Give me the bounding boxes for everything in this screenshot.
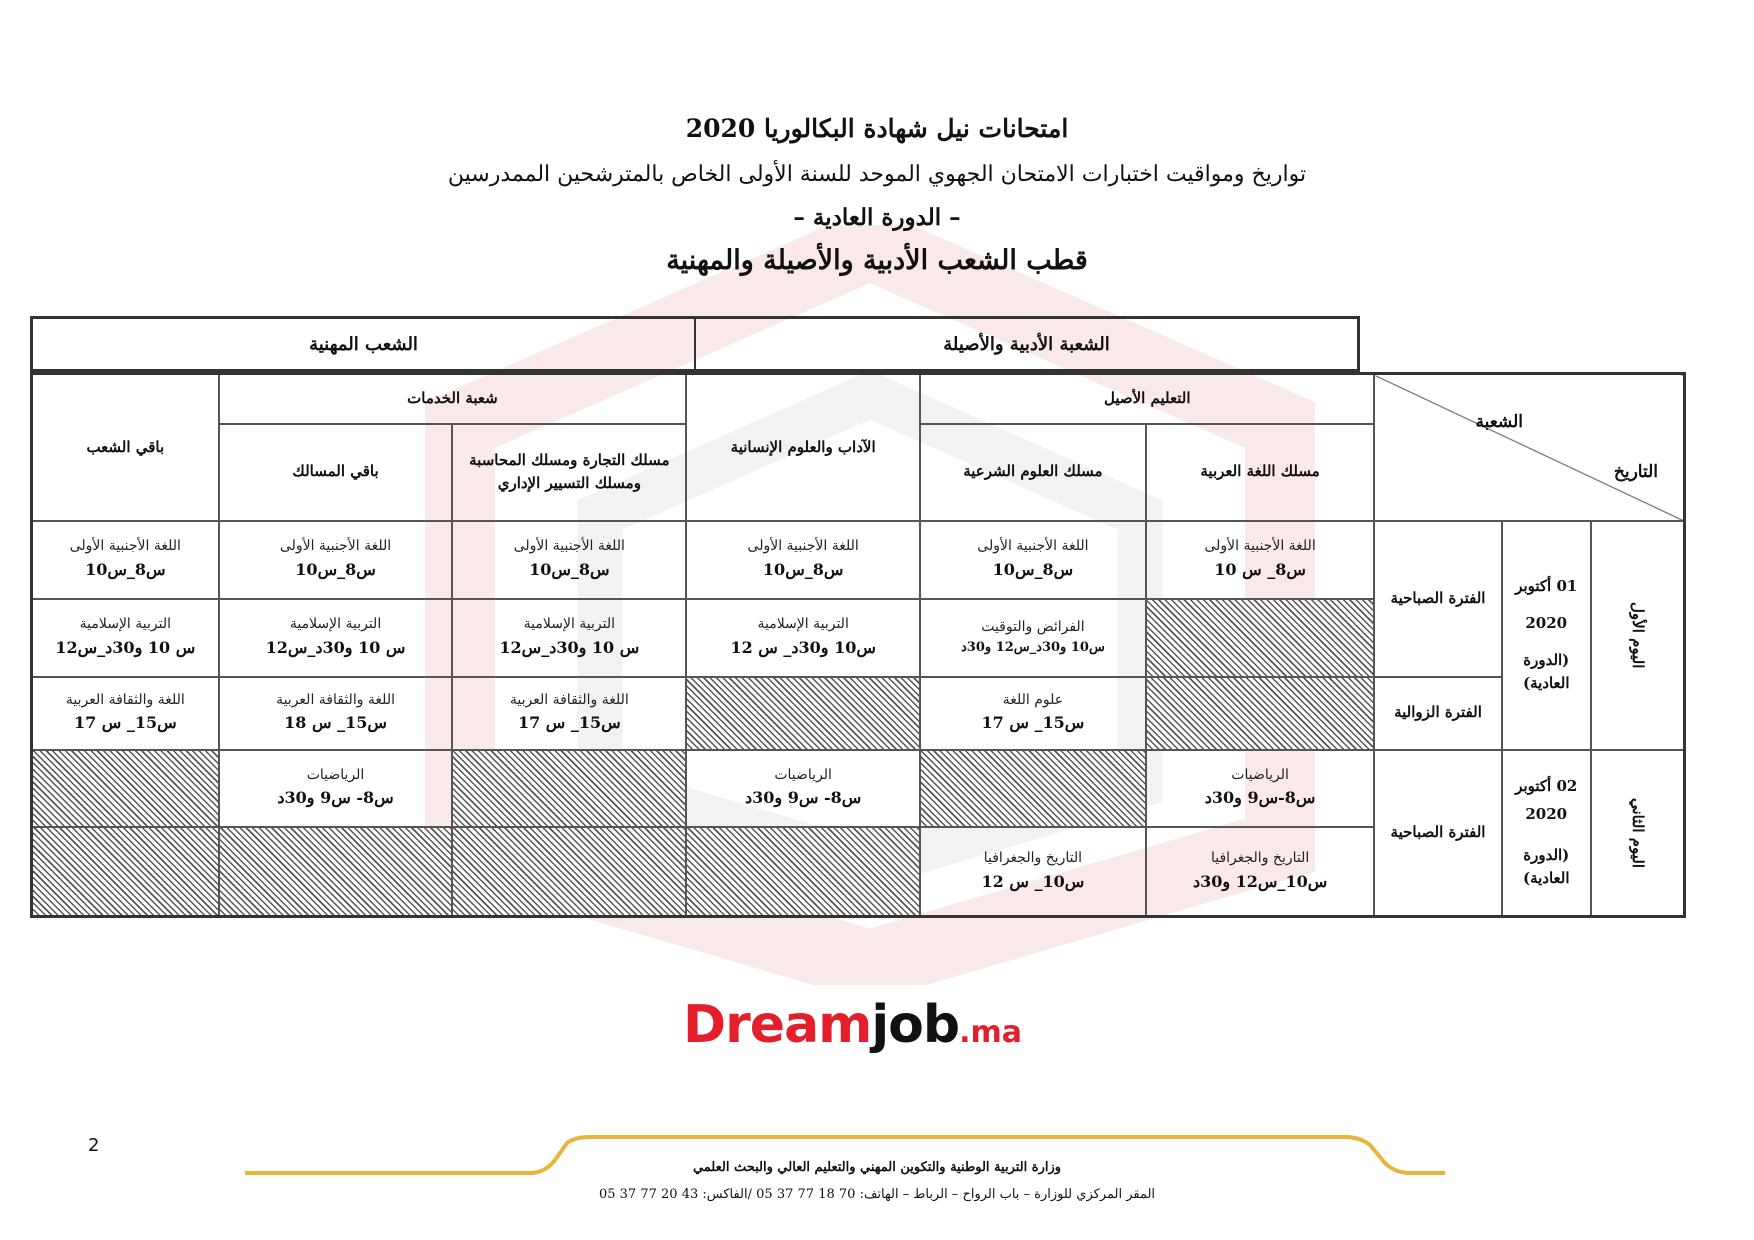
day2-label-cell: [1591, 750, 1685, 917]
page-number: 2: [88, 1135, 100, 1156]
day1-date: 01 أكتوبر: [1515, 576, 1578, 595]
arabic-track-header: مسلك اللغة العربية: [1146, 424, 1375, 521]
schedule-cell: اللغة والثقافة العربية س15_ س 17: [452, 677, 686, 750]
other-branches-header: باقي الشعب: [32, 374, 219, 521]
no-exam-cell: [1146, 599, 1375, 677]
schedule-cell: اللغة الأجنبية الأولى س8_س10: [219, 521, 453, 599]
commerce-track-header: مسلك التجارة ومسلك المحاسبة ومسلك التسيير الإداري: [452, 424, 686, 521]
session-title: – الدورة العادية –: [793, 204, 961, 231]
day2-session: (الدورة العادية): [1522, 845, 1570, 887]
corner-branch-label: الشعبة: [1475, 412, 1523, 432]
exam-schedule-table: [30, 372, 1686, 918]
schedule-cell: اللغة والثقافة العربية س15_ س 18: [219, 677, 453, 750]
other-tracks-header: باقي المسالك: [219, 424, 453, 521]
orig-teaching-header: التعليم الأصيل: [920, 374, 1374, 424]
day1-morning-period: الفترة الصباحية: [1374, 521, 1501, 677]
no-exam-cell: [1146, 677, 1375, 750]
no-exam-cell: [32, 750, 219, 827]
no-exam-cell: [452, 750, 686, 827]
schedule-cell: اللغة الأجنبية الأولى س8_س10: [686, 521, 920, 599]
no-exam-cell: [219, 827, 453, 917]
schedule-cell: الرياضيات س8- س9 و30د: [219, 750, 453, 827]
schedule-cell: التربية الإسلامية س 10 و30د_س12: [219, 599, 453, 677]
schedule-cell: التربية الإسلامية س 10 و30د_س12: [32, 599, 219, 677]
schedule-cell: اللغة الأجنبية الأولى س8_س10: [920, 521, 1146, 599]
page-subtitle: تواريخ ومواقيت اختبارات الامتحان الجهوي الموحد للسنة الأولى الخاص بالمترشحين الممدرسين: [447, 162, 1307, 187]
schedule-cell: التاريخ والجغرافيا س10_ س 12: [920, 827, 1146, 917]
group-professional: الشعب المهنية: [309, 333, 418, 355]
sharia-track-header: مسلك العلوم الشرعية: [920, 424, 1146, 521]
schedule-cell: اللغة الأجنبية الأولى س8_ س 10: [1146, 521, 1375, 599]
day1-year: 2020: [1525, 613, 1568, 632]
schedule-cell: اللغة الأجنبية الأولى س8_س10: [452, 521, 686, 599]
day1-afternoon-period: الفترة الزوالية: [1374, 677, 1501, 750]
services-header: شعبة الخدمات: [219, 374, 687, 424]
day2-date: 02 أكتوبر: [1515, 777, 1578, 796]
day1-label: اليوم الأول: [1629, 601, 1648, 669]
no-exam-cell: [920, 750, 1146, 827]
day1-label-cell: [1591, 521, 1685, 750]
group-literary: الشعبة الأدبية والأصيلة: [694, 319, 1357, 369]
footer-address: المقر المركزي للوزارة – باب الرواح – الرباط – الهاتف: 70 18 77 37 05 /الفاكس: 43 20 77 37 05: [598, 1187, 1156, 1202]
day2-label: اليوم الثاني: [1629, 797, 1648, 868]
schedule-cell: علوم اللغة س15_ س 17: [920, 677, 1146, 750]
day1-date-cell: [1502, 521, 1591, 750]
schedule-cell: اللغة والثقافة العربية س15_ س 17: [32, 677, 219, 750]
schedule-cell: الرياضيات س8- س9 و30د: [686, 750, 920, 827]
footer-ministry: وزارة التربية الوطنية والتكوين المهني والتعليم العالي والبحث العلمي: [692, 1160, 1062, 1175]
schedule-cell: التاريخ والجغرافيا س10_س12 و30د: [1146, 827, 1375, 917]
day2-date-cell: [1502, 750, 1591, 917]
no-exam-cell: [686, 677, 920, 750]
day2-year: 2020: [1525, 804, 1568, 823]
no-exam-cell: [32, 827, 219, 917]
day1-session: (الدورة العادية): [1522, 651, 1570, 693]
schedule-cell: الرياضيات س8-س9 و30د: [1146, 750, 1375, 827]
schedule-cell: الفرائض والتوقيت س10 و30د_س12 و30د: [920, 599, 1146, 677]
schedule-cell: اللغة الأجنبية الأولى س8_س10: [32, 521, 219, 599]
pole-title: قطب الشعب الأدبية والأصيلة والمهنية: [666, 245, 1088, 276]
corner-date-label: التاريخ: [1613, 462, 1658, 483]
corner-header: [1374, 374, 1684, 521]
page-title: امتحانات نيل شهادة البكالوريا 2020: [685, 114, 1069, 143]
day2-morning-period: الفترة الصباحية: [1374, 750, 1501, 917]
no-exam-cell: [452, 827, 686, 917]
arts-header: الآداب والعلوم الإنسانية: [686, 374, 920, 521]
schedule-cell: التربية الإسلامية س 10 و30د_س12: [452, 599, 686, 677]
schedule-cell: التربية الإسلامية س10 و30د_ س 12: [686, 599, 920, 677]
no-exam-cell: [686, 827, 920, 917]
branch-group-band: [30, 316, 1360, 372]
dreamjob-logo: Dreamjob.ma: [683, 995, 1023, 1055]
